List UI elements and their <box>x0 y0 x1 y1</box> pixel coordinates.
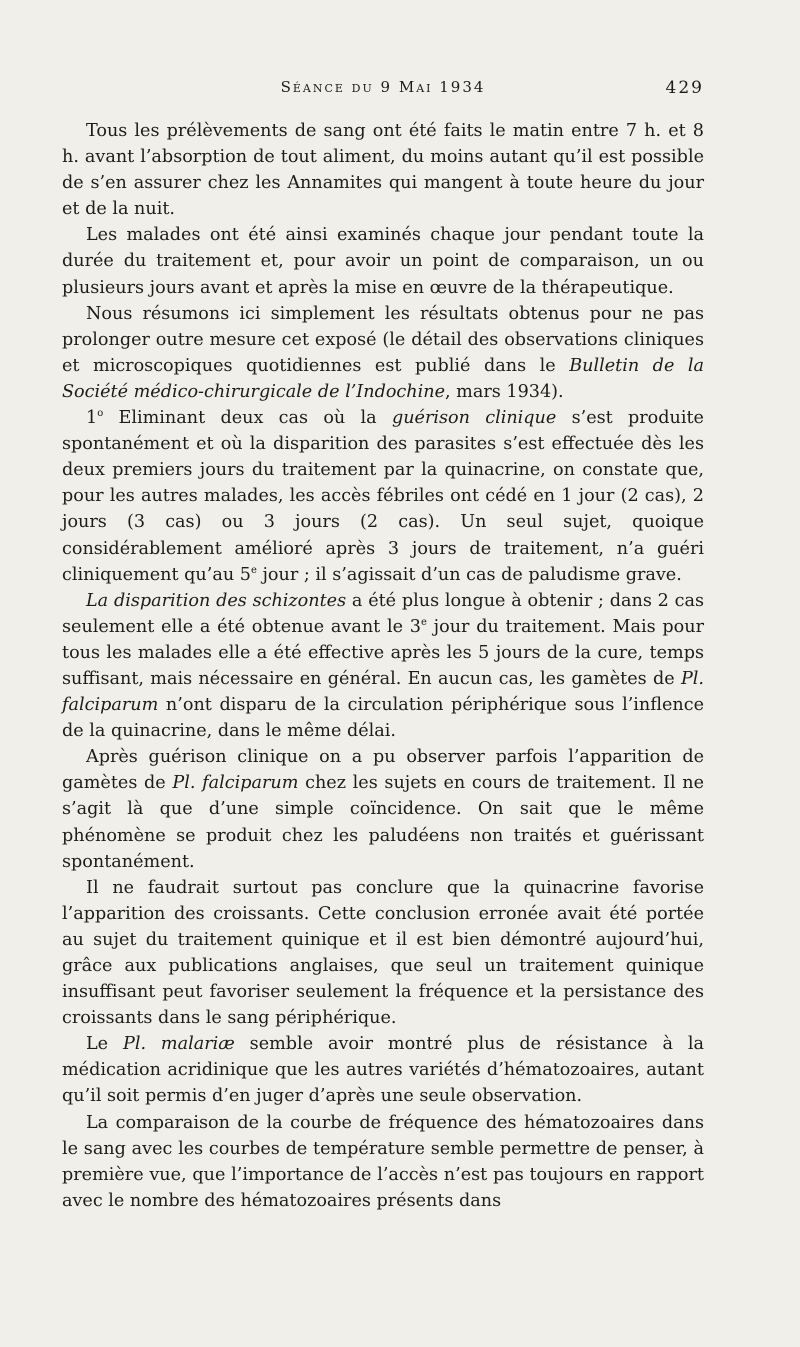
paragraph <box>62 405 704 588</box>
body-text <box>62 118 704 1214</box>
text-run: , mars 1934). <box>445 381 564 402</box>
text-run: Le <box>86 1034 123 1055</box>
paragraph <box>62 744 704 874</box>
paragraph <box>62 588 704 745</box>
superscript: o <box>97 408 104 420</box>
text-run: n’ont disparu de la circulation périphérique sous l’inflence de la quinacrine, dans le même délai. <box>62 695 704 742</box>
paragraph <box>62 222 704 300</box>
paragraph <box>62 1031 704 1109</box>
page-number: 429 <box>665 78 704 98</box>
running-title: Séance du 9 Mai 1934 <box>280 78 486 96</box>
text-run: Nous résumons ici simplement les résultats obtenus pour ne pas prolonger outre mesure cet exposé (le détail des observations cliniques et microscopiques quotidiennes est publié dans le <box>62 303 704 376</box>
text-run: Tous les prélèvements de sang ont été faits le matin entre 7 h. et 8 h. avant l’absorption de tout aliment, du moins autant qu’il est possible de s’en assurer chez les Annamites qui mangent à toute heure du jour et de la nuit. <box>62 121 704 220</box>
text-run: chez les sujets en cours de traitement. Il ne s’agit là que d’une simple coïncidence. On sait que le même phénomène se produit chez les paludéens non traités et guérissant spontanément. <box>62 773 704 872</box>
paragraph <box>62 118 704 222</box>
text-run: Il ne faudrait surtout pas conclure que la quinacrine favorise l’apparition des croissants. Cette conclusion erronée avait été portée au sujet du traitement quinique et il est bien démontré aujourd’hui, grâce aux publications anglaises, que seul un traitement quinique insuffisant peut favoriser seulement la fréquence et la persistance des croissants dans le sang périphérique. <box>62 877 704 1029</box>
superscript: e <box>421 616 427 628</box>
text-run: semble avoir montré plus de résistance à la médication acridinique que les autres variétés d’hématozoaires, autant qu’il soit permis d’en juger d’après une seule observation. <box>62 1034 704 1107</box>
italic-text: Bulletin de la Société médico-chirurgicale de l’Indochine <box>62 355 704 402</box>
paragraph <box>62 1110 704 1214</box>
text-run: Eliminant deux cas où la <box>103 408 392 429</box>
text-run: Après guérison clinique on a pu observer parfois l’apparition de gamètes de <box>62 747 704 794</box>
superscript: e <box>250 564 257 576</box>
italic-text: La disparition des schizontes <box>86 590 347 611</box>
text-run: a été plus longue à obtenir ; dans 2 cas seulement elle a été obtenue avant le 3 <box>62 590 704 637</box>
text-run: jour du traitement. Mais pour tous les malades elle a été effective après les 5 jours de la cure, temps suffisant, mais nécessaire en général. En aucun cas, les gamètes de <box>62 616 704 689</box>
italic-text: Pl. falciparum <box>172 773 299 794</box>
text-run: 1 <box>86 408 98 429</box>
page-header <box>62 74 704 104</box>
text-run: La comparaison de la courbe de fréquence des hématozoaires dans le sang avec les courbes de température semble permettre de penser, à première vue, que l’importance de l’accès n’est pas toujours en rapport avec le nombre des hématozoaires présents dans <box>62 1112 704 1211</box>
italic-text: guérison clinique <box>391 408 557 429</box>
paragraph <box>62 301 704 405</box>
text-run: jour ; il s’agissait d’un cas de paludisme grave. <box>256 564 682 585</box>
paragraph <box>62 875 704 1032</box>
italic-text: Pl. falciparum <box>62 668 704 716</box>
italic-text: Pl. malariæ <box>122 1034 235 1055</box>
text-run: Les malades ont été ainsi examinés chaque jour pendant toute la durée du traitement et, pour avoir un point de comparaison, un ou plusieurs jours avant et après la mise en œuvre de la thérapeutique. <box>62 225 704 298</box>
text-run: s’est produite spontanément et où la disparition des parasites s’est effectuée dès les deux premiers jours du traitement par la quinacrine, on constate que, pour les autres malades, les accès fébriles ont cédé en 1 jour (2 cas), 2 jours (3 cas) ou 3 jours (2 cas). Un seul sujet, quoique considérablement amélioré après 3 jours de traitement, n’a guéri cliniquement qu’au 5 <box>62 408 704 585</box>
